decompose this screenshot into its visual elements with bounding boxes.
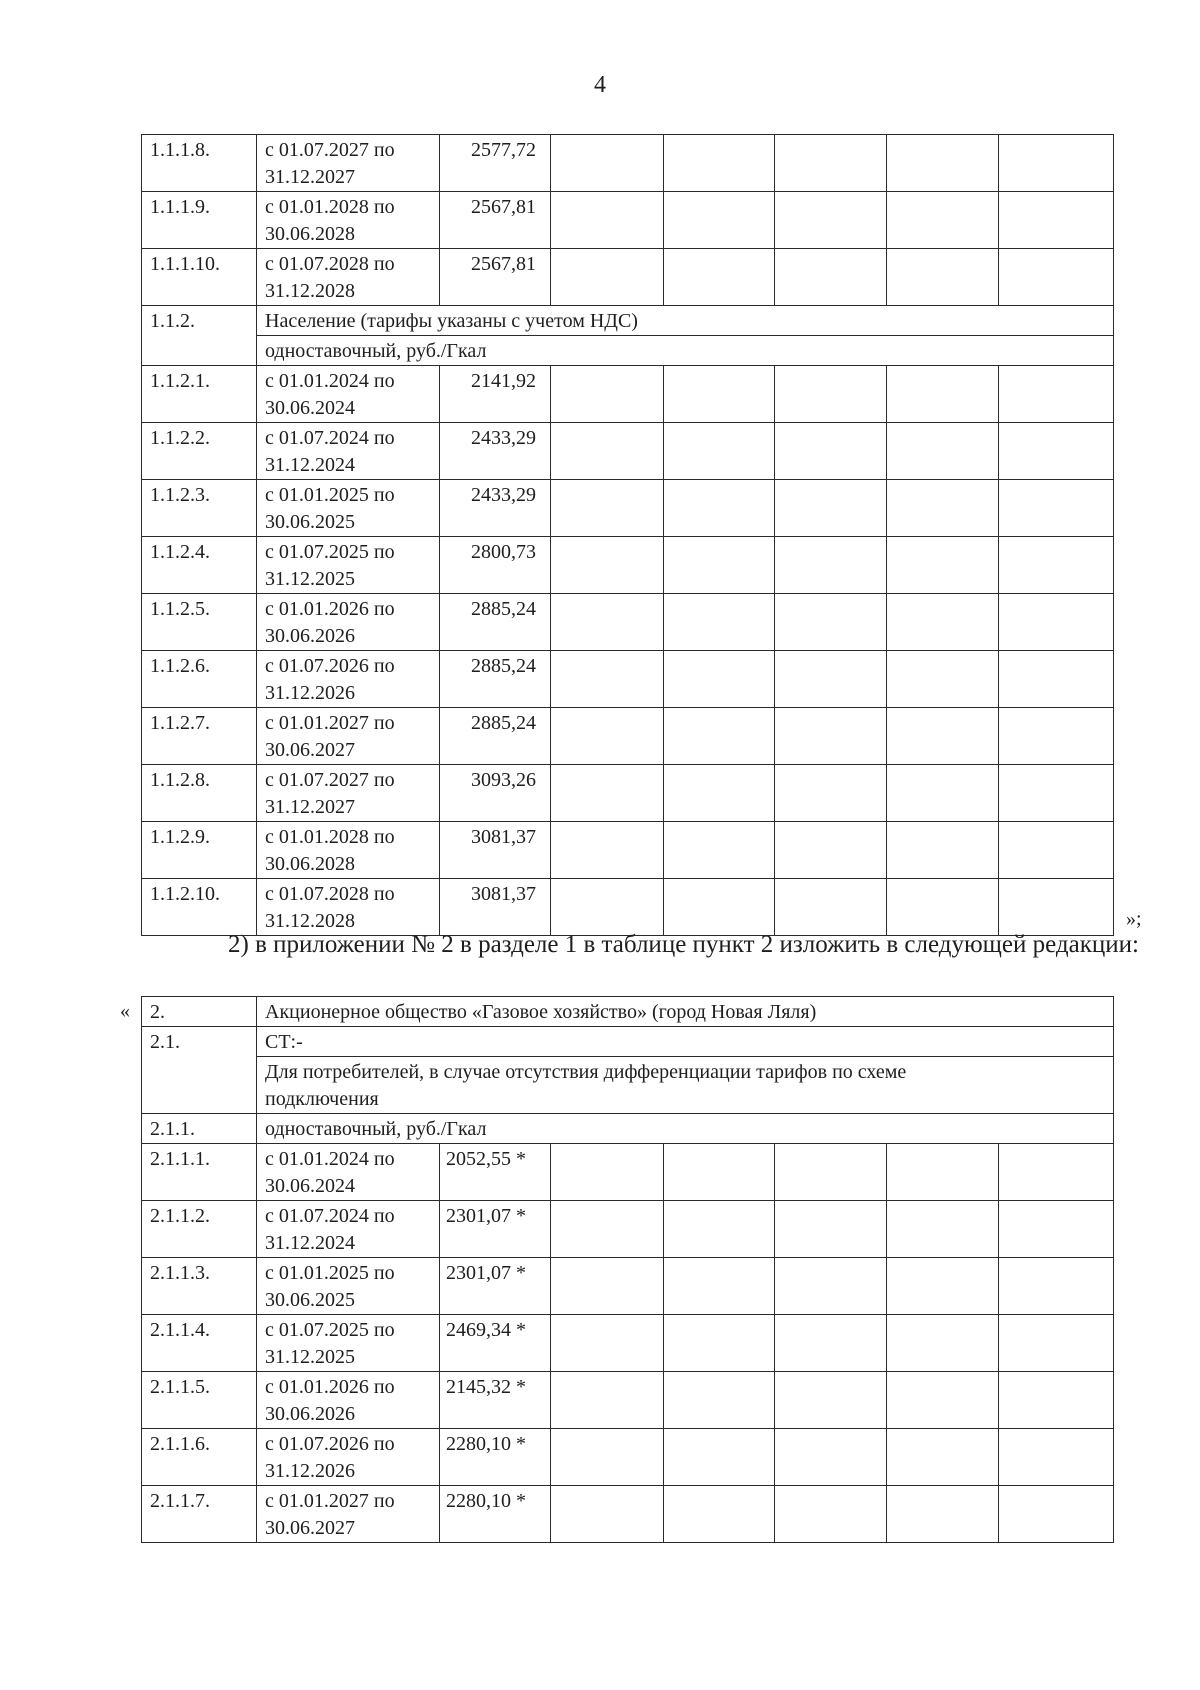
empty-cell: [887, 651, 999, 708]
empty-cell: [551, 879, 664, 936]
empty-cell: [887, 1315, 999, 1372]
empty-cell: [999, 708, 1114, 765]
tariff-value: 2469,34 *: [440, 1315, 551, 1372]
period-cell: с 01.07.2024 по 31.12.2024: [257, 423, 440, 480]
empty-cell: [775, 1258, 887, 1315]
table-row: [142, 1486, 1114, 1543]
empty-cell: [775, 822, 887, 879]
empty-cell: [664, 1486, 775, 1543]
empty-cell: [999, 765, 1114, 822]
tariff-value: 2567,81: [440, 192, 551, 249]
row-code: 1.1.1.9.: [142, 192, 257, 249]
empty-cell: [999, 1144, 1114, 1201]
empty-cell: [551, 1258, 664, 1315]
empty-cell: [999, 1258, 1114, 1315]
org-row: [142, 997, 1114, 1027]
empty-cell: [887, 594, 999, 651]
period-cell: с 01.07.2028 по 31.12.2028: [257, 249, 440, 306]
row-code: 1.1.2.8.: [142, 765, 257, 822]
empty-cell: [887, 879, 999, 936]
row-code: 1.1.2.6.: [142, 651, 257, 708]
closing-quote: »;: [1126, 908, 1142, 930]
section-title: Население (тарифы указаны с учетом НДС): [257, 306, 1114, 336]
empty-cell: [999, 1315, 1114, 1372]
empty-cell: [664, 1372, 775, 1429]
table-row: [142, 1429, 1114, 1486]
tariff-value: 2301,07 *: [440, 1201, 551, 1258]
table-row: [142, 765, 1114, 822]
row-code: 2.1.1.6.: [142, 1429, 257, 1486]
tariff-value: 2145,32 *: [440, 1372, 551, 1429]
empty-cell: [551, 192, 664, 249]
row-code: 1.1.2.4.: [142, 537, 257, 594]
tariff-value: 2567,81: [440, 249, 551, 306]
table-row: [142, 594, 1114, 651]
empty-cell: [887, 1372, 999, 1429]
empty-cell: [775, 594, 887, 651]
empty-cell: [887, 1429, 999, 1486]
empty-cell: [999, 249, 1114, 306]
empty-cell: [551, 594, 664, 651]
empty-cell: [887, 249, 999, 306]
table-row: [142, 1201, 1114, 1258]
period-cell: с 01.01.2027 по 30.06.2027: [257, 1486, 440, 1543]
empty-cell: [999, 366, 1114, 423]
opening-quote: «: [120, 1000, 130, 1022]
tariff-value: 3093,26: [440, 765, 551, 822]
period-cell: с 01.01.2026 по 30.06.2026: [257, 1372, 440, 1429]
empty-cell: [551, 1315, 664, 1372]
row-code: 2.1.1.1.: [142, 1144, 257, 1201]
period-cell: с 01.01.2026 по 30.06.2026: [257, 594, 440, 651]
empty-cell: [664, 879, 775, 936]
empty-cell: [887, 1258, 999, 1315]
empty-cell: [775, 366, 887, 423]
row-code: 1.1.1.10.: [142, 249, 257, 306]
empty-cell: [551, 537, 664, 594]
sub-row: [142, 1027, 1114, 1057]
empty-cell: [664, 1429, 775, 1486]
empty-cell: [551, 822, 664, 879]
table-row: [142, 822, 1114, 879]
empty-cell: [664, 822, 775, 879]
table-row: [142, 537, 1114, 594]
row-code: 1.1.2.5.: [142, 594, 257, 651]
period-cell: с 01.07.2027 по 31.12.2027: [257, 135, 440, 192]
empty-cell: [775, 480, 887, 537]
row-code: 2.1.1.4.: [142, 1315, 257, 1372]
page-number: 4: [594, 72, 606, 98]
tariff-value: 2280,10 *: [440, 1429, 551, 1486]
tariff-value: 3081,37: [440, 879, 551, 936]
rate-row: [142, 1114, 1114, 1144]
empty-cell: [999, 1429, 1114, 1486]
sub-description: Для потребителей, в случае отсутствия дифференциации тарифов по схеме подключения: [257, 1057, 1114, 1114]
empty-cell: [887, 708, 999, 765]
empty-cell: [664, 480, 775, 537]
row-code: 1.1.2.3.: [142, 480, 257, 537]
empty-cell: [664, 135, 775, 192]
tariff-value: 2433,29: [440, 480, 551, 537]
row-code: 2.1.1.5.: [142, 1372, 257, 1429]
empty-cell: [775, 1315, 887, 1372]
empty-cell: [999, 1486, 1114, 1543]
row-code: 1.1.2.1.: [142, 366, 257, 423]
row-code: 2.1.1.7.: [142, 1486, 257, 1543]
empty-cell: [664, 249, 775, 306]
empty-cell: [887, 1486, 999, 1543]
empty-cell: [775, 879, 887, 936]
table-row: [142, 135, 1114, 192]
empty-cell: [551, 423, 664, 480]
empty-cell: [551, 1372, 664, 1429]
section-code: 1.1.2.: [142, 306, 257, 366]
empty-cell: [999, 423, 1114, 480]
row-code: 1.1.2.7.: [142, 708, 257, 765]
period-cell: с 01.01.2028 по 30.06.2028: [257, 822, 440, 879]
empty-cell: [887, 423, 999, 480]
row-code: 1.1.2.10.: [142, 879, 257, 936]
empty-cell: [887, 765, 999, 822]
empty-cell: [551, 708, 664, 765]
empty-cell: [999, 594, 1114, 651]
empty-cell: [664, 708, 775, 765]
empty-cell: [551, 1201, 664, 1258]
row-code: 1.1.2.2.: [142, 423, 257, 480]
empty-cell: [999, 822, 1114, 879]
empty-cell: [775, 765, 887, 822]
section-row: [142, 306, 1114, 336]
empty-cell: [551, 480, 664, 537]
empty-cell: [664, 537, 775, 594]
empty-cell: [999, 1201, 1114, 1258]
amendment-paragraph: 2) в приложении № 2 в разделе 1 в таблице пункт 2 изложить в следующей редакции:: [228, 931, 1139, 958]
empty-cell: [664, 423, 775, 480]
table-row: [142, 1144, 1114, 1201]
empty-cell: [664, 192, 775, 249]
empty-cell: [664, 366, 775, 423]
empty-cell: [887, 192, 999, 249]
period-cell: с 01.07.2024 по 31.12.2024: [257, 1201, 440, 1258]
table-row: [142, 423, 1114, 480]
table-row: [142, 708, 1114, 765]
empty-cell: [999, 537, 1114, 594]
tariff-value: 2800,73: [440, 537, 551, 594]
empty-cell: [664, 1258, 775, 1315]
table-row: [142, 651, 1114, 708]
row-code: 1.1.2.9.: [142, 822, 257, 879]
period-cell: с 01.07.2025 по 31.12.2025: [257, 537, 440, 594]
empty-cell: [999, 480, 1114, 537]
empty-cell: [775, 1144, 887, 1201]
table-row: [142, 1258, 1114, 1315]
empty-cell: [664, 594, 775, 651]
empty-cell: [999, 651, 1114, 708]
period-cell: с 01.01.2024 по 30.06.2024: [257, 1144, 440, 1201]
empty-cell: [551, 249, 664, 306]
empty-cell: [887, 822, 999, 879]
empty-cell: [999, 192, 1114, 249]
tariff-value: 2280,10 *: [440, 1486, 551, 1543]
tariff-value: 2141,92: [440, 366, 551, 423]
empty-cell: [887, 480, 999, 537]
sub-description-row: [142, 1057, 1114, 1114]
table-row: [142, 192, 1114, 249]
empty-cell: [999, 1372, 1114, 1429]
org-code: 2.: [142, 997, 257, 1027]
period-cell: с 01.01.2024 по 30.06.2024: [257, 366, 440, 423]
empty-cell: [664, 1315, 775, 1372]
period-cell: с 01.01.2028 по 30.06.2028: [257, 192, 440, 249]
empty-cell: [775, 651, 887, 708]
empty-cell: [775, 192, 887, 249]
empty-cell: [775, 537, 887, 594]
empty-cell: [775, 708, 887, 765]
empty-cell: [775, 135, 887, 192]
empty-cell: [551, 135, 664, 192]
rate-code: 2.1.1.: [142, 1114, 257, 1144]
row-code: 2.1.1.2.: [142, 1201, 257, 1258]
empty-cell: [551, 1486, 664, 1543]
empty-cell: [887, 1201, 999, 1258]
period-cell: с 01.07.2025 по 31.12.2025: [257, 1315, 440, 1372]
rate-label: одноставочный, руб./Гкал: [257, 1114, 1114, 1144]
empty-cell: [887, 366, 999, 423]
empty-cell: [664, 1144, 775, 1201]
empty-cell: [551, 765, 664, 822]
tariff-value: 2433,29: [440, 423, 551, 480]
row-code: 2.1.1.3.: [142, 1258, 257, 1315]
tariff-value: 2885,24: [440, 651, 551, 708]
period-cell: с 01.07.2026 по 31.12.2026: [257, 1429, 440, 1486]
table-row: [142, 366, 1114, 423]
sub-code: 2.1.: [142, 1027, 257, 1114]
empty-cell: [664, 1201, 775, 1258]
empty-cell: [887, 1144, 999, 1201]
empty-cell: [775, 423, 887, 480]
table-row: [142, 1315, 1114, 1372]
empty-cell: [999, 135, 1114, 192]
tariff-table-2: [141, 996, 1114, 1543]
empty-cell: [887, 135, 999, 192]
empty-cell: [775, 249, 887, 306]
period-cell: с 01.01.2027 по 30.06.2027: [257, 708, 440, 765]
row-code: 1.1.1.8.: [142, 135, 257, 192]
table-row: [142, 249, 1114, 306]
empty-cell: [551, 366, 664, 423]
period-cell: с 01.07.2027 по 31.12.2027: [257, 765, 440, 822]
section-subtitle: одноставочный, руб./Гкал: [257, 336, 1114, 366]
empty-cell: [664, 651, 775, 708]
sub-title: СТ:-: [257, 1027, 1114, 1057]
empty-cell: [775, 1429, 887, 1486]
empty-cell: [775, 1372, 887, 1429]
empty-cell: [551, 1429, 664, 1486]
tariff-value: 2885,24: [440, 594, 551, 651]
empty-cell: [551, 651, 664, 708]
empty-cell: [887, 537, 999, 594]
org-name: Акционерное общество «Газовое хозяйство» (город Новая Ляля): [257, 997, 1114, 1027]
tariff-value: 3081,37: [440, 822, 551, 879]
empty-cell: [664, 765, 775, 822]
table-row: [142, 879, 1114, 936]
table-row: [142, 1372, 1114, 1429]
tariff-value: 2301,07 *: [440, 1258, 551, 1315]
empty-cell: [999, 879, 1114, 936]
tariff-table-1: [141, 134, 1114, 936]
section-subtitle-row: [142, 336, 1114, 366]
period-cell: с 01.07.2028 по 31.12.2028: [257, 879, 440, 936]
empty-cell: [551, 1144, 664, 1201]
period-cell: с 01.01.2025 по 30.06.2025: [257, 480, 440, 537]
empty-cell: [775, 1201, 887, 1258]
period-cell: с 01.07.2026 по 31.12.2026: [257, 651, 440, 708]
empty-cell: [775, 1486, 887, 1543]
period-cell: с 01.01.2025 по 30.06.2025: [257, 1258, 440, 1315]
tariff-value: 2052,55 *: [440, 1144, 551, 1201]
tariff-value: 2577,72: [440, 135, 551, 192]
tariff-value: 2885,24: [440, 708, 551, 765]
table-row: [142, 480, 1114, 537]
